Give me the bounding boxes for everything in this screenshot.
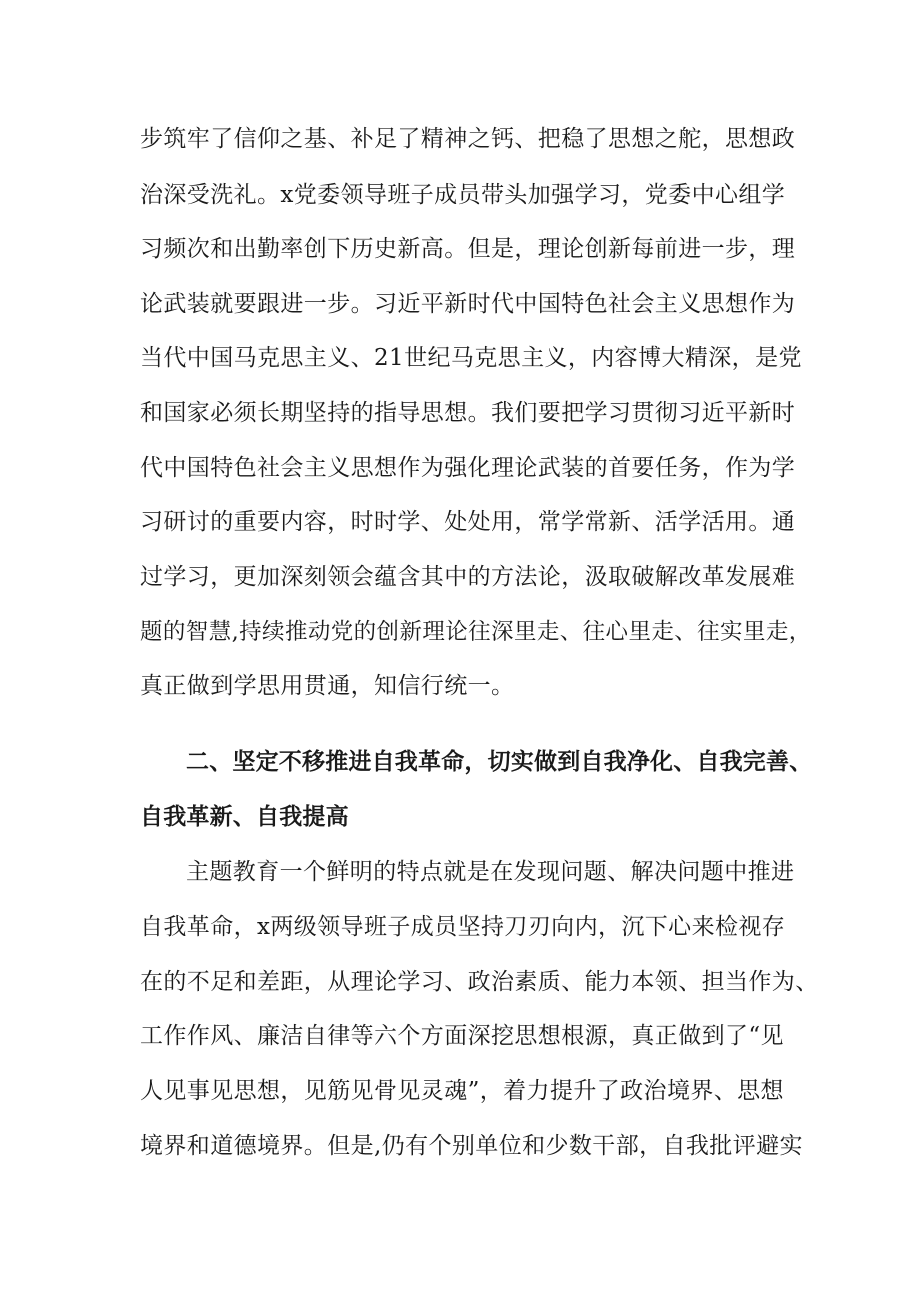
heading-line: 自我革新、自我提高	[140, 804, 349, 830]
text-line: 在的不足和差距，从理论学习、政治素质、能力本领、担当作为、	[140, 969, 819, 995]
text-line: 工作作风、廉洁自律等六个方面深挖思想根源，真正做到了“见	[140, 1023, 784, 1049]
text-line: 习研讨的重要内容，时时学、处处用，常学常新、活学活用。通	[140, 509, 796, 535]
text-line: 主题教育一个鲜明的特点就是在发现问题、解决问题中推进	[186, 859, 795, 885]
text-line: 题的智慧,持续推动党的创新理论往深里走、往心里走、往实里走，	[140, 619, 812, 645]
text-line: 和国家必须长期坚持的指导思想。我们要把学习贯彻习近平新时	[140, 400, 796, 426]
text-line: 过学习，更加深刻领会蕴含其中的方法论，汲取破解改革发展难	[140, 564, 796, 590]
text-line: 自我革命，x两级领导班子成员坚持刀刃向内，沉下心来检视存	[140, 914, 786, 940]
heading-line: 二、坚定不移推进自我革命，切实做到自我净化、自我完善、	[186, 749, 813, 775]
text-line: 真正做到学思用贯通，知信行统一。	[140, 673, 515, 699]
text-line: 当代中国马克思主义、21世纪马克思主义，内容博大精深，是党	[140, 345, 802, 371]
text-line: 论武装就要跟进一步。习近平新时代中国特色社会主义思想作为	[140, 291, 796, 317]
text-line: 习频次和出勤率创下历史新高。但是，理论创新每前进一步，理	[140, 236, 796, 262]
text-line: 人见事见思想，见筋见骨见灵魂”，着力提升了政治境界、思想	[140, 1078, 784, 1104]
text-line: 代中国特色社会主义思想作为强化理论武装的首要任务，作为学	[140, 455, 796, 481]
text-line: 境界和道德境界。但是,仍有个别单位和少数干部，自我批评避实	[140, 1133, 803, 1159]
text-line: 治深受洗礼。x党委领导班子成员带头加强学习，党委中心组学	[140, 182, 786, 208]
text-line: 步筑牢了信仰之基、补足了精神之钙、把稳了思想之舵，思想政	[140, 126, 796, 152]
